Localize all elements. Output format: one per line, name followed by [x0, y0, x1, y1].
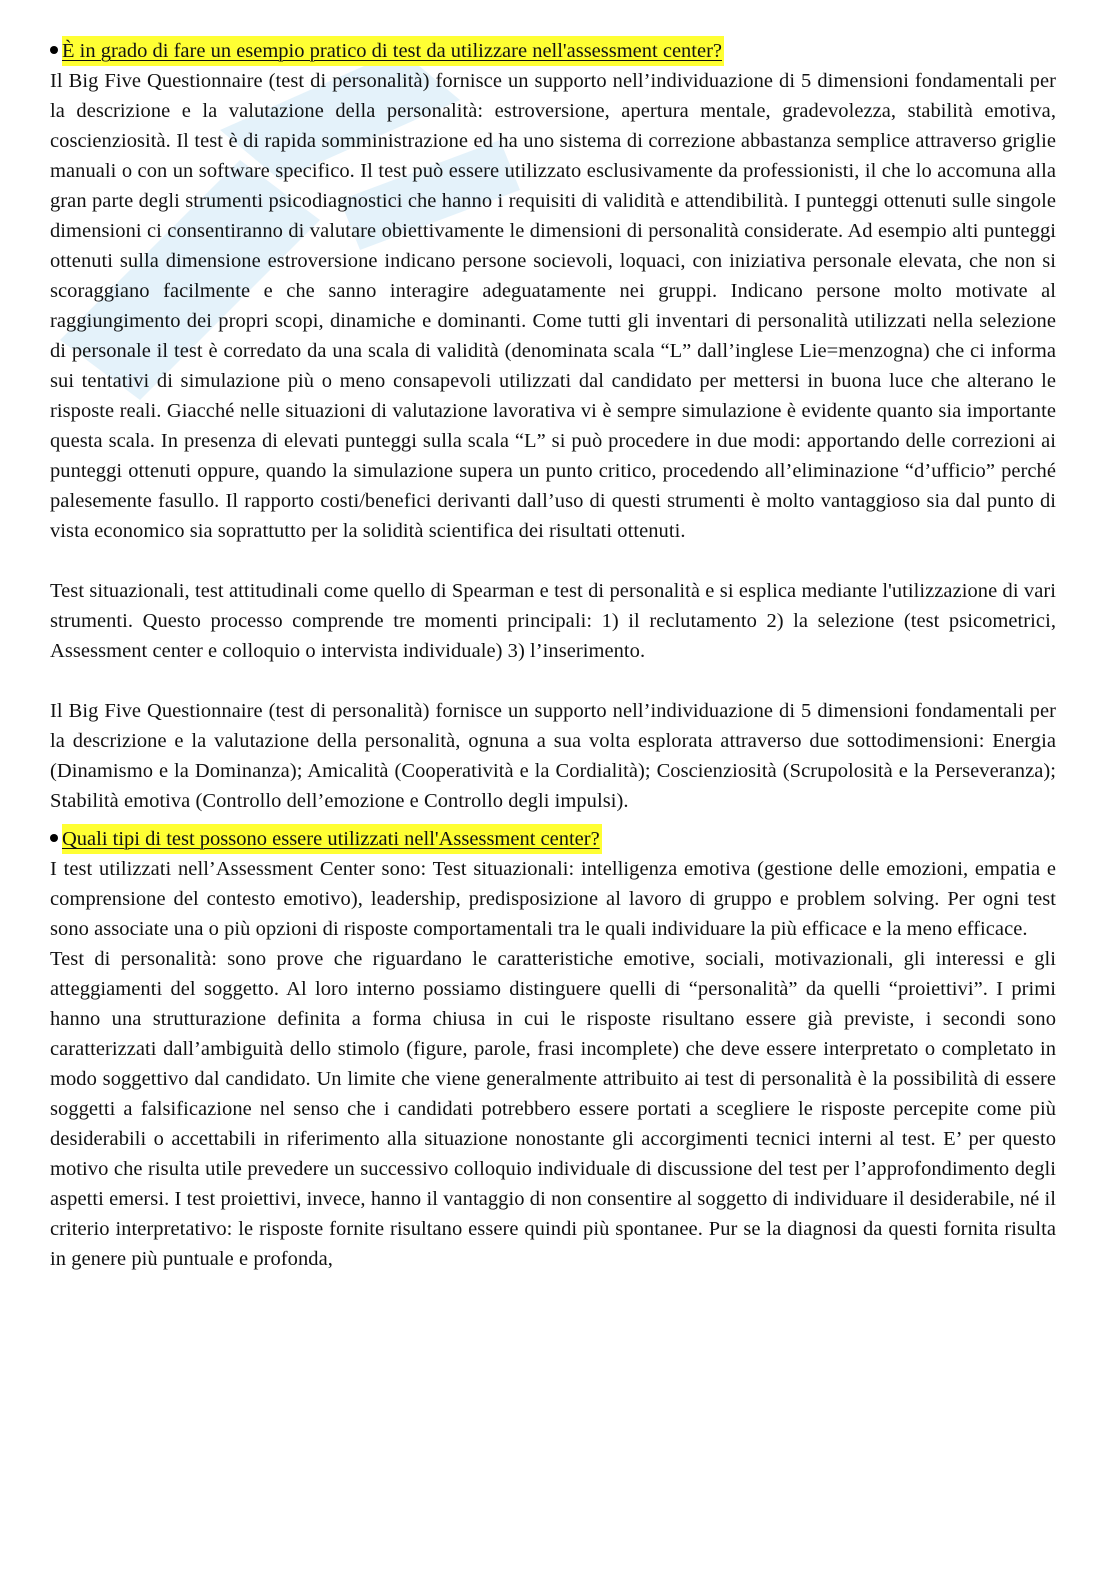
question-heading-2 — [50, 824, 1056, 854]
bullet-icon — [50, 834, 58, 842]
bullet-icon — [50, 46, 58, 54]
document-content — [50, 36, 1056, 1274]
question-text: Quali tipi di test possono essere utilizzati nell'Assessment center? — [62, 824, 602, 854]
answer-paragraph: Il Big Five Questionnaire (test di personalità) fornisce un supporto nell’individuazione di 5 dimensioni fondamentali per la descrizione e la valutazione della personalità, ognuna a sua volta esplorata attraverso due sottodimensioni: Energia (Dinamismo e la Dominanza); Amicalità (Cooperatività e la Cordialità); Coscienziosità (Scrupolosità e la Perseveranza); Stabilità emotiva (Controllo dell’emozione e Controllo degli impulsi). — [50, 700, 1056, 812]
answer-paragraph: Test di personalità: sono prove che riguardano le caratteristiche emotive, sociali, motivazionali, gli interessi e gli atteggiamenti del soggetto. Al loro interno possiamo distinguere quelli di “personalità” da quelli “proiettivi”. I primi hanno una strutturazione definita a forma chiusa in cui le risposte risultano essere già previste, i secondi sono caratterizzati dall’ambiguità dello stimolo (figure, parole, frasi incomplete) che deve essere interpretato o completato in modo soggettivo dal candidato. Un limite che viene generalmente attribuito ai test di personalità è la possibilità di essere soggetti a falsificazione nel senso che i candidati potrebbero essere portati a scegliere le risposte percepite come più desiderabili o accettabili in riferimento alla situazione nonostante gli accorgimenti tecnici interni al test. E’ per questo motivo che risulta utile prevedere un successivo colloquio individuale di discussione del test per l’approfondimento degli aspetti emersi. I test proiettivi, invece, hanno il vantaggio di non consentire al soggetto di individuare il desiderabile, né il criterio interpretativo: le risposte fornite risultano essere quindi più spontanee. Pur se la diagnosi da questi fornita risulta in genere più puntuale e profonda, — [50, 948, 1056, 1270]
question-text: È in grado di fare un esempio pratico di test da utilizzare nell'assessment center? — [62, 36, 724, 66]
question-heading-1 — [50, 36, 1056, 66]
answer-paragraph: Il Big Five Questionnaire (test di personalità) fornisce un supporto nell’individuazione di 5 dimensioni fondamentali per la descrizione e la valutazione della personalità: estroversione, apertura mentale, gradevolezza, stabilità emotiva, coscienziosità. Il test è di rapida somministrazione ed ha uno sistema di correzione abbastanza semplice attraverso griglie manuali o con un software specifico. Il test può essere utilizzato esclusivamente da professionisti, il che lo accomuna alla gran parte degli strumenti psicodiagnostici che hanno i requisiti di validità e attendibilità. I punteggi ottenuti sulle singole dimensioni ci consentiranno di valutare obiettivamente le dimensioni di personalità considerate. Ad esempio alti punteggi ottenuti sulla dimensione estroversione indicano persone socievoli, loquaci, con iniziativa personale elevata, che non si scoraggiano facilmente e che sanno interagire adeguatamente nei gruppi. Indicano persone molto motivate al raggiungimento dei propri scopi, dinamiche e dominanti. Come tutti gli inventari di personalità utilizzati nella selezione di personale il test è corredato da una scala di validità (denominata scala “L” dall’inglese Lie=menzogna) che ci informa sui tentativi di simulazione più o meno consapevoli utilizzati dal candidato per mettersi in buona luce che alterano le risposte reali. Giacché nelle situazioni di valutazione lavorativa vi è sempre simulazione è evidente quanto sia importante questa scala. In presenza di elevati punteggi sulla scala “L” si può procedere in due modi: apportando delle correzioni ai punteggi ottenuti oppure, quando la simulazione supera un punto critico, procedendo all’eliminazione “d’ufficio” perché palesemente fasullo. Il rapporto costi/benefici derivanti dall’uso di questi strumenti è molto vantaggioso sia dal punto di vista economico sia soprattutto per la solidità scientifica dei risultati ottenuti. — [50, 70, 1056, 542]
answer-paragraph: Test situazionali, test attitudinali come quello di Spearman e test di personalità e si esplica mediante l'utilizzazione di vari strumenti. Questo processo comprende tre momenti principali: 1) il reclutamento 2) la selezione (test psicometrici, Assessment center e colloquio o intervista individuale) 3) l’inserimento. — [50, 580, 1056, 662]
answer-paragraph: I test utilizzati nell’Assessment Center sono: Test situazionali: intelligenza emotiva (gestione delle emozioni, empatia e comprensione del contesto emotivo), leadership, predisposizione al lavoro di gruppo e problem solving. Per ogni test sono associate una o più opzioni di risposte comportamentali tra le quali individuare la più efficace e la meno efficace. — [50, 858, 1056, 940]
